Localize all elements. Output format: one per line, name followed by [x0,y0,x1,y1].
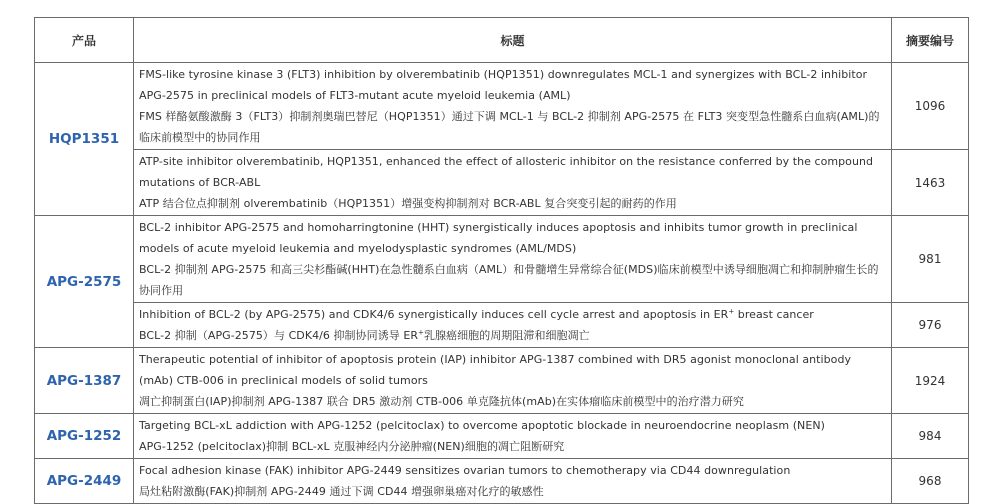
abstract-number: 984 [892,414,969,459]
title-zh-text: 乳腺癌细胞的周期阻滞和细胞凋亡 [423,329,590,342]
header-abstract-no: 摘要编号 [892,18,969,63]
table-row [35,63,969,150]
table-row [35,414,969,459]
abstract-number: 1924 [892,348,969,414]
title-zh [139,325,887,346]
title-en-text: Inhibition of BCL-2 (by APG-2575) and CDK4/6 synergistically induces cell cycle arrest and apoptosis in ER [139,308,729,321]
product-cell: HQP1351 [35,63,134,216]
title-cell [134,414,892,459]
header-row [35,18,969,63]
abstract-number: 968 [892,459,969,504]
title-zh: ATP 结合位点抑制剂 olverembatinib（HQP1351）增强变构抑制剂对 BCR-ABL 复合突变引起的耐药的作用 [139,197,677,210]
table-row [35,216,969,303]
superscript: + [728,307,735,316]
title-en: ATP-site inhibitor olverembatinib, HQP1351, enhanced the effect of allosteric inhibitor on the resistance conferred by the compound mutations of BCR-ABL [139,155,874,189]
product-cell: APG-2449 [35,459,134,504]
title-en [139,304,887,325]
title-zh: BCL-2 抑制剂 APG-2575 和高三尖杉酯碱(HHT)在急性髓系白血病（AML）和骨髓增生异常综合征(MDS)临床前模型中诱导细胞凋亡和抑制肿瘤生长的协同作用 [139,263,879,297]
header-product: 产品 [35,18,134,63]
abstract-number: 1096 [892,63,969,150]
title-cell [134,150,892,216]
abstract-table-container [34,17,968,504]
abstract-table [34,17,969,504]
title-zh: 局灶粘附激酶(FAK)抑制剂 APG-2449 通过下调 CD44 增强卵巢癌对化疗的敏感性 [139,485,544,498]
title-en: Targeting BCL-xL addiction with APG-1252 (pelcitoclax) to overcome apoptotic blockade in neuroendocrine neoplasm (NEN) [139,419,825,432]
title-cell [134,216,892,303]
table-row [35,150,969,216]
header-title: 标题 [134,18,892,63]
title-cell [134,348,892,414]
title-en: BCL-2 inhibitor APG-2575 and homoharringtonine (HHT) synergistically induces apoptosis and inhibits tumor growth in preclinical models of acute myeloid leukemia and myelodysplastic syndromes (AML/MDS) [139,221,858,255]
title-zh: 凋亡抑制蛋白(IAP)抑制剂 APG-1387 联合 DR5 激动剂 CTB-006 单克隆抗体(mAb)在实体瘤临床前模型中的治疗潜力研究 [139,395,744,408]
abstract-number: 1463 [892,150,969,216]
title-zh: FMS 样酪氨酸激酶 3（FLT3）抑制剂奥瑞巴替尼（HQP1351）通过下调 MCL-1 与 BCL-2 抑制剂 APG-2575 在 FLT3 突变型急性髓系白血病(AML)的临床前模型中的协同作用 [139,110,880,144]
superscript: + [418,328,424,337]
title-zh: APG-1252 (pelcitoclax)抑制 BCL-xL 克服神经内分泌肿瘤(NEN)细胞的凋亡阻断研究 [139,440,565,453]
table-row [35,303,969,348]
title-cell [134,63,892,150]
product-cell: APG-1387 [35,348,134,414]
title-en: Therapeutic potential of inhibitor of apoptosis protein (IAP) inhibitor APG-1387 combined with DR5 agonist monoclonal antibody (mAb) CTB-006 in preclinical models of solid tumors [139,353,852,387]
abstract-number: 976 [892,303,969,348]
product-cell: APG-1252 [35,414,134,459]
product-cell: APG-2575 [35,216,134,348]
table-row [35,348,969,414]
title-en: Focal adhesion kinase (FAK) inhibitor APG-2449 sensitizes ovarian tumors to chemotherapy via CD44 downregulation [139,464,791,477]
title-en: FMS-like tyrosine kinase 3 (FLT3) inhibition by olverembatinib (HQP1351) downregulates MCL-1 and synergizes with BCL-2 inhibitor APG-2575 in preclinical models of FLT3-mutant acute myeloid leukemia (AML) [139,68,868,102]
title-zh-text: BCL-2 抑制（APG-2575）与 CDK4/6 抑制协同诱导 ER [139,329,419,342]
title-cell [134,303,892,348]
title-en-text: breast cancer [734,308,814,321]
abstract-number: 981 [892,216,969,303]
